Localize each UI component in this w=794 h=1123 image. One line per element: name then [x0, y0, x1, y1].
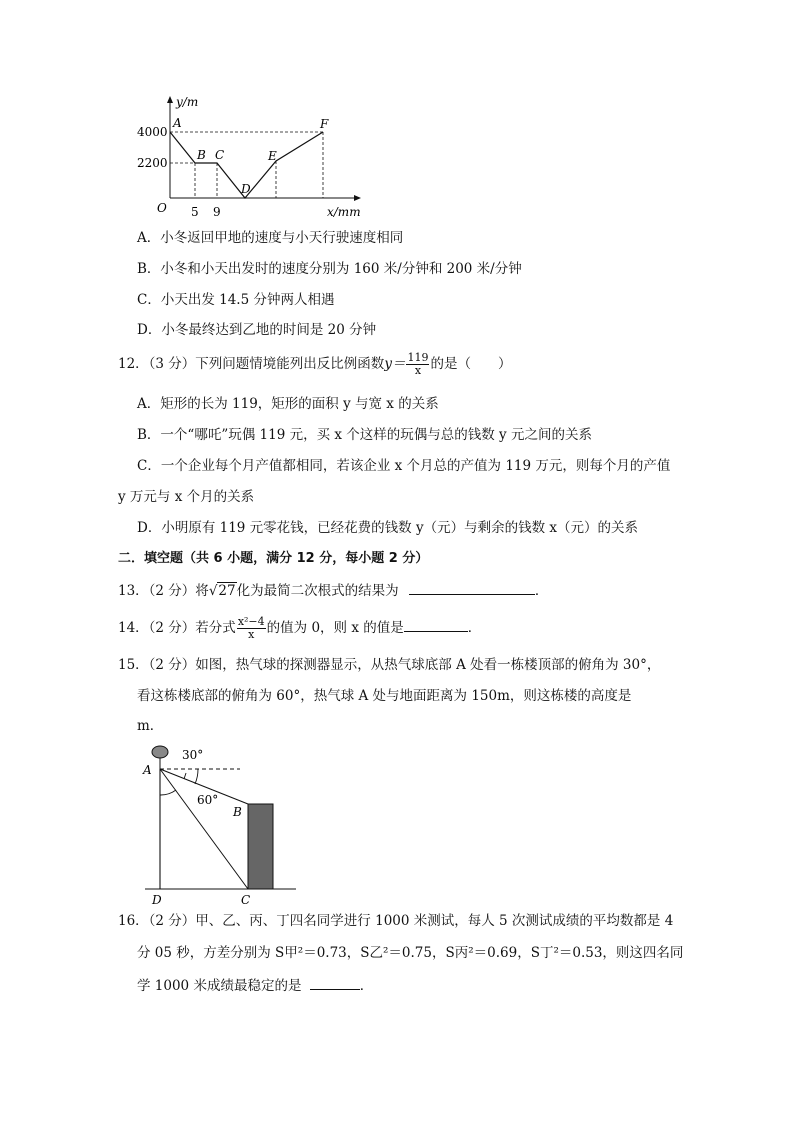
point-F: F: [320, 117, 329, 131]
q16-line3: [137, 975, 373, 996]
q14-stem: [118, 616, 481, 641]
q15-line3: [137, 716, 163, 736]
q12-fraction: [406, 352, 429, 377]
q11-option-b: B．小冬和小天出发时的速度分别为 160 米/分钟和 200 米/分钟: [137, 261, 522, 277]
q16-line1: 16．（2 分）甲、乙、丙、丁四名同学进行 1000 米测试，每人 5 次测试成绩的平均数都是 4: [118, 913, 674, 929]
balloon-figure: [140, 740, 305, 910]
balloon-icon: [152, 746, 168, 758]
q13-prefix: 13．（2 分）将: [118, 583, 209, 599]
q14-end: ．: [467, 620, 482, 636]
q16-line3-text: 学 1000 米成绩最稳定的是: [137, 978, 302, 994]
q13-radicand: 27: [218, 583, 236, 599]
q12-frac-den: x: [414, 364, 422, 377]
q14-answer-blank[interactable]: [404, 617, 468, 632]
point-D: D: [241, 182, 251, 196]
label-C: C: [241, 893, 251, 907]
q12-stem: [118, 352, 511, 377]
q12-suffix: 的是（ ）: [430, 356, 512, 372]
y-axis-label: y/m: [176, 95, 199, 109]
q13-suffix: 化为最简二次根式的结果为: [236, 583, 399, 599]
q15-unit: m．: [137, 718, 164, 734]
q12-option-b: B．一个“哪吒”玩偶 119 元，买 x 个这样的玩偶与总的钱数 y 元之间的关系: [137, 427, 592, 443]
point-C: C: [215, 148, 225, 162]
y-tick-4000: 4000: [137, 125, 168, 139]
q15-line1: 15．（2 分）如图，热气球的探测器显示，从热气球底部 A 处看一栋楼顶部的俯角为 30°，: [118, 657, 661, 673]
q12-prefix: 12．（3 分）下列问题情境能列出反比例函数: [118, 356, 385, 372]
q16-end: ．: [359, 978, 374, 994]
origin-label: O: [157, 201, 167, 215]
q12-option-a: A．矩形的长为 119，矩形的面积 y 与宽 x 的关系: [137, 396, 439, 412]
q13-stem: [118, 580, 548, 601]
x-axis-label: x/mm: [327, 205, 361, 219]
label-A: A: [143, 763, 152, 777]
q14-prefix: 14．（2 分）若分式: [118, 620, 236, 636]
section-title: 二．填空题（共 6 小题，满分 12 分，每小题 2 分）: [118, 551, 429, 566]
point-B: B: [197, 148, 206, 162]
point-A: A: [173, 116, 182, 130]
x-tick-9: 9: [213, 205, 221, 219]
x-tick-5: 5: [191, 205, 199, 219]
label-B: B: [233, 805, 242, 819]
y-axis-arrow: [167, 96, 173, 103]
q11-option-a: A．小冬返回甲地的速度与小天行驶速度相同: [137, 230, 404, 246]
q16-answer-blank[interactable]: [310, 975, 360, 990]
q15-line2: 看这栋楼底部的俯角为 60°，热气球 A 处与地面距离为 150m，则这栋楼的高度是: [137, 688, 632, 704]
building: [248, 804, 273, 889]
q14-frac-num: x²−4: [237, 615, 265, 628]
q12-option-d: D．小明原有 119 元零花钱，已经花费的钱数 y（元）与剩余的钱数 x（元）的关系: [137, 520, 638, 536]
point-E: E: [268, 149, 277, 163]
q12-option-c-line2: y 万元与 x 个月的关系: [118, 489, 255, 505]
q11-option-d: D．小冬最终达到乙地的时间是 20 分钟: [137, 322, 377, 338]
q14-fraction: [237, 616, 266, 641]
x-axis-arrow: [354, 195, 361, 201]
q13-answer-blank[interactable]: [409, 580, 535, 595]
q12-func: y＝: [384, 356, 406, 372]
q11-option-c: C．小天出发 14.5 分钟两人相遇: [137, 292, 335, 308]
distance-time-graph: [135, 90, 375, 225]
q13-end: ．: [534, 583, 549, 599]
q14-suffix: 的值为 0，则 x 的值是: [266, 620, 404, 636]
q13-sqrt: √27: [208, 583, 236, 599]
q12-frac-num: 119: [407, 351, 429, 364]
q12-option-c-line1: C．一个企业每个月产值都相同，若该企业 x 个月总的产值为 119 万元，则每个月的产值: [137, 458, 671, 474]
angle-30: 30°: [182, 748, 204, 762]
y-tick-2200: 2200: [137, 156, 168, 170]
q14-frac-den: x: [248, 628, 255, 641]
q16-line2: 分 05 秒，方差分别为 S甲²＝0.73，S乙²＝0.75，S丙²＝0.69，S丁²＝0.53，则这四名同: [137, 945, 684, 961]
label-D: D: [152, 893, 162, 907]
angle-60: 60°: [197, 793, 219, 807]
